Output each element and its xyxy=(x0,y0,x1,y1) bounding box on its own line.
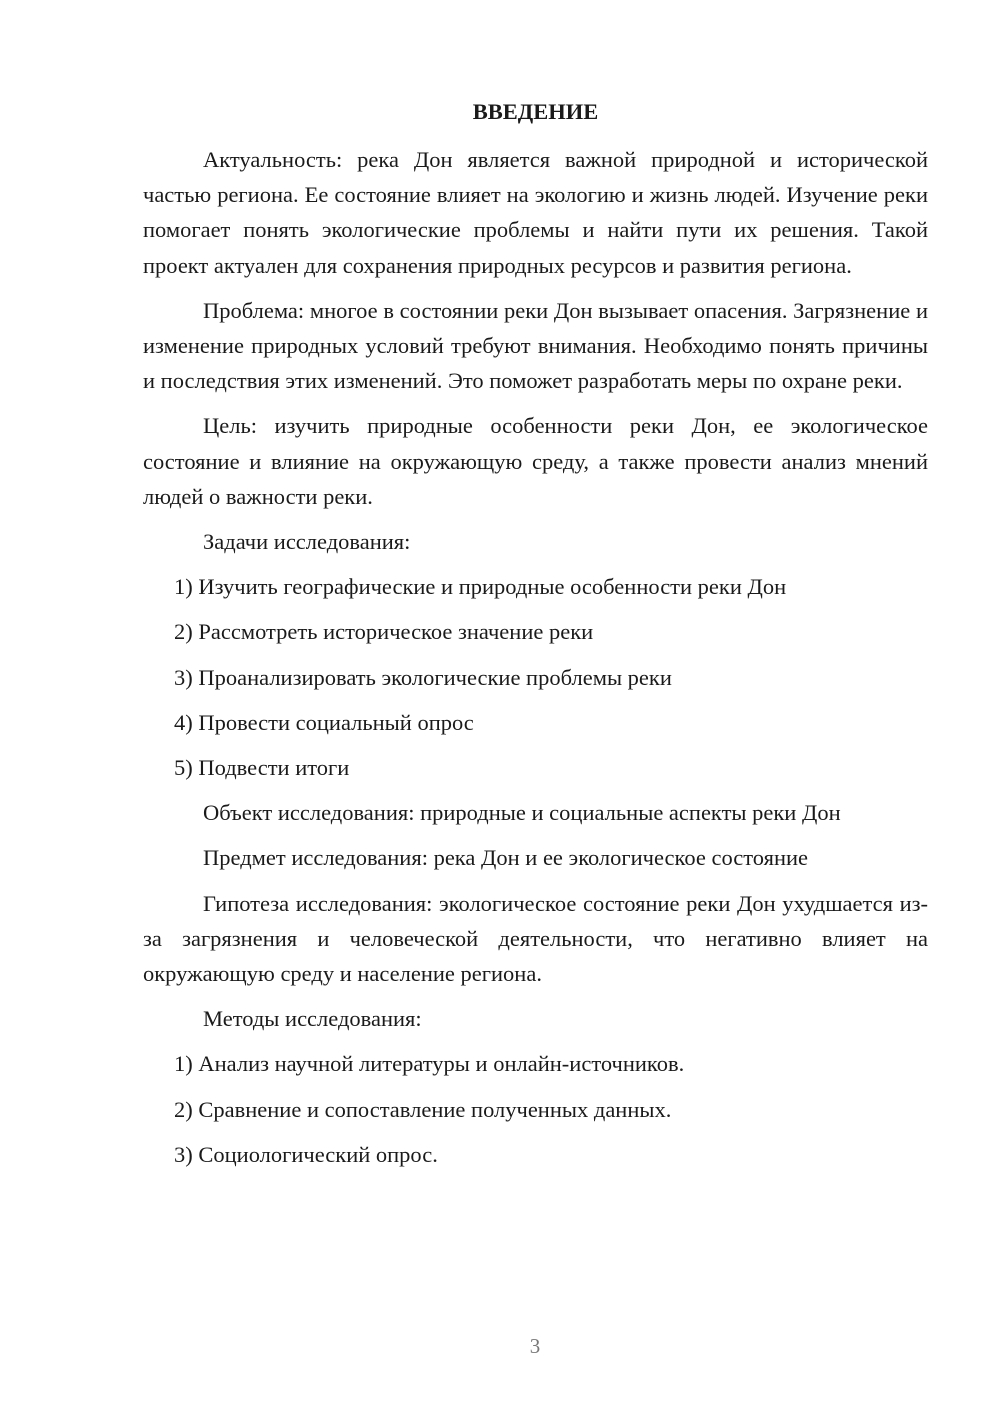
list-item: 3) Проанализировать экологические проблемы реки xyxy=(174,664,672,690)
relevance-paragraph: Актуальность: река Дон является важной природной и исторической частью региона. Ее состояние влияет на экологию и жизнь людей. Изучение реки помогает понять экологические проблемы и найти пути их решения. Такой проект актуален для сохранения природных ресурсов и развития региона. xyxy=(143,147,928,278)
document-page xyxy=(143,94,928,1182)
list-item: 1) Анализ научной литературы и онлайн-источников. xyxy=(174,1051,685,1077)
page-number: 3 xyxy=(529,1334,541,1358)
tasks-list xyxy=(143,569,928,785)
object-paragraph: Объект исследования: природные и социальные аспекты реки Дон xyxy=(203,800,841,826)
problem-paragraph: Проблема: многое в состоянии реки Дон вызывает опасения. Загрязнение и изменение природных условий требуют внимания. Необходимо понять причины и последствия этих изменений. Это поможет разработать меры по охране реки. xyxy=(143,297,928,394)
subject-paragraph: Предмет исследования: река Дон и ее экологическое состояние xyxy=(203,845,809,871)
goal-paragraph: Цель: изучить природные особенности реки Дон, ее экологическое состояние и влияние на окружающую среду, а также провести анализ мнений людей о важности реки. xyxy=(143,413,928,509)
list-item: 3) Социологический опрос. xyxy=(174,1141,438,1167)
list-item: 2) Рассмотреть историческое значение реки xyxy=(174,619,594,645)
hypothesis-paragraph: Гипотеза исследования: экологическое состояние реки Дон ухудшается из-за загрязнения и человеческой деятельности, что негативно влияет на окружающую среду и население региона. xyxy=(143,890,928,987)
methods-heading: Методы исследования: xyxy=(203,1006,422,1032)
methods-list xyxy=(143,1046,928,1172)
tasks-heading: Задачи исследования: xyxy=(203,529,411,555)
list-item: 5) Подвести итоги xyxy=(174,755,350,781)
list-item: 4) Провести социальный опрос xyxy=(174,709,474,735)
list-item: 2) Сравнение и сопоставление полученных данных. xyxy=(174,1096,672,1122)
list-item: 1) Изучить географические и природные особенности реки Дон xyxy=(174,574,787,600)
section-title: ВВЕДЕНИЕ xyxy=(472,99,599,124)
